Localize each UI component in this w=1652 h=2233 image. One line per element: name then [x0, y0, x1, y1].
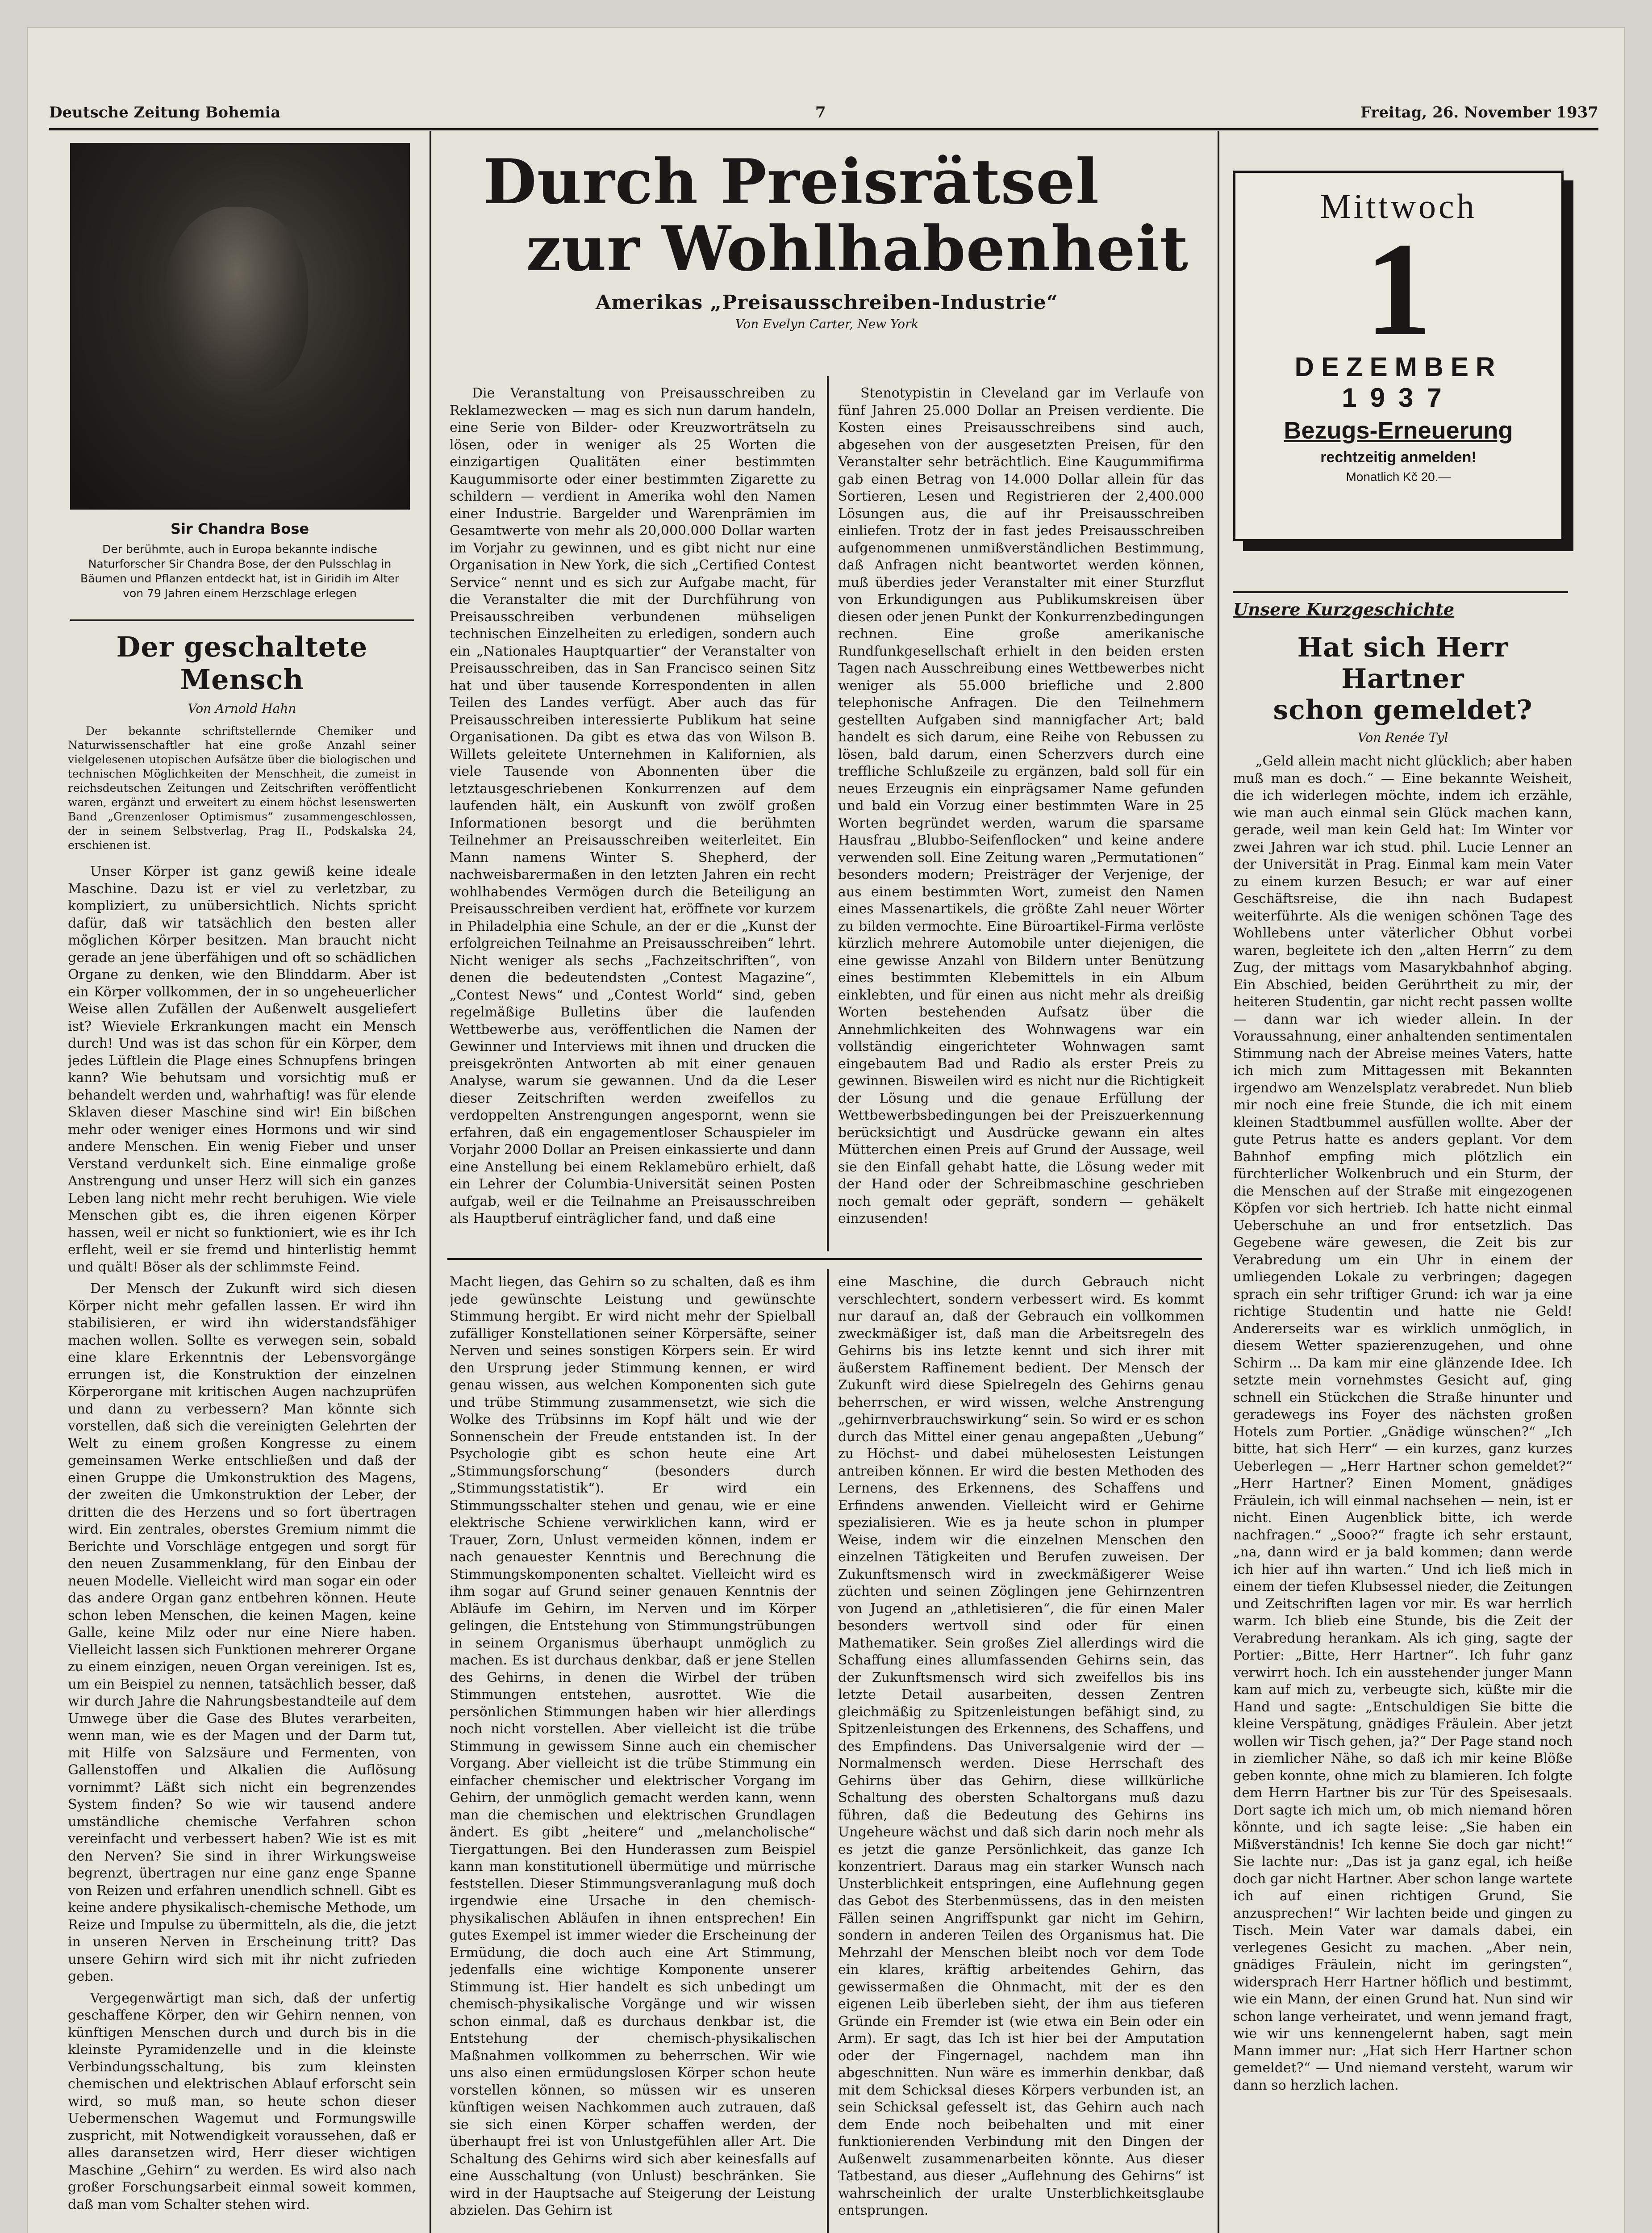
article-mensch-intro: Der bekannte schriftstellernde Chemiker und Naturwissenschaftler hat eine große Anzahl seiner vielgelesenen utopischen Aufsätze über die biologischen und technischen Möglichkeiten der Menschheit, die zumeist in reichsdeutschen Zeitungen und Zeitschriften veröffentlicht waren, ergänzt und erweitert zu einem höchst lesenswerten Band „Grenzenloser Optimismus“ zusammengeschlossen, der in seinem Selbstverlag, Prag II., Podskalska 24, erschienen ist. [68, 724, 416, 852]
article-mensch-column [68, 631, 416, 2233]
subscription-notice-box [1233, 171, 1564, 541]
masthead-date: Freitag, 26. November 1937 [1360, 104, 1598, 121]
short-story-column [1233, 599, 1573, 2233]
article-separator [447, 1258, 1202, 1260]
article-paragraph: Vergegenwärtigt man sich, daß der unfertig geschaffene Körper, den wir Gehirn nennen, von künftigen Menschen durch und durch bis in die kleinste Pyramidenzelle und in die kleinste Verbindungsschaltung, bis zum kleinsten chemischen und elektrischen Ablauf erforscht sein wird, so muß man, so heute schon dieser Uebermenschen Wagemut und Formungswille zuspricht, mit Notwendigkeit voraussehen, daß er alles daransetzen wird, Herr dieser wichtigen Maschine „Gehirn“ zu werden. Es wird also nach großer Forschungsarbeit einmal soweit kommen, daß man vom Schalter stehen wird. [68, 1990, 416, 2212]
short-story-label: Unsere Kurzgeschichte [1233, 599, 1455, 619]
notice-month: DEZEMBER [1294, 352, 1502, 382]
portrait-photo [70, 143, 410, 510]
article-separator [1233, 591, 1568, 593]
article-paragraph: Stenotypistin in Cleveland gar im Verlaufe von fünf Jahren 25.000 Dollar an Preisen verdiente. Die Kosten eines Preisausschreibens sind auch, abgesehen von der ausgesetzten Preisen, für den Veranstalter sehr beträchtlich. Eine Kaugummifirma gab einen Betrag von 14.000 Dollar allein für das Sortieren, Lesen und Registrieren der 2,400.000 Lösungen aus, die auf ihr Preisausschreiben einliefen. Trotz der in fast jedes Preisausschreiben aufgenommenen unmißverständlichen Bestimmung, daß Anfragen nicht beantwortet werden können, muß überdies jeder Veranstalter mit einer Sturzflut von Erkundigungen aus Publikumskreisen über diesen oder jenen Punkt der Konkurrenzbedingungen rechnen. Eine große amerikanische Rundfunkgesellschaft erhielt in den beiden ersten Tagen nach Ausschreibung eines Wettbewerbes nicht weniger als 55.000 briefliche und 2.800 telephonische Anfragen. Die den Teilnehmern gestellten Aufgaben sind mannigfacher Art; bald handelt es sich darum, eine Reihe von Rebussen zu lösen, bald darum, einen Scherzvers durch eine treffliche Schlußzeile zu ergänzen, bald soll für ein neues Erzeugnis ein einprägsamer Name gefunden und bald ein Vorzug einer bestimmten Ware in 25 Worten begründet werden, warum die sparsame Hausfrau „Blubbo-Seifenflocken“ und keine andere verwenden soll. Eine Zeitung waren „Permutationen“ besonders modern; Preisträger der Verjenige, der aus einem bestimmten Wort, zumeist den Namen eines Massenartikels, die größte Zahl neuer Wörter zu bilden vermochte. Eine Büroartikel-Firma verlöste kürzlich mehrere Automobile unter diejenigen, die eine gewisse Anzahl von Bildern unter Benützung eines bestimmten Klebemittels in ein Album einklebten, und für einen aus nicht mehr als dreißig Worten bestehenden Aufsatz über die Annehmlichkeiten des Wohnwagens war ein vollständig eingerichteter Wohnwagen samt eingebautem Bad und Radio als erster Preis zu gewinnen. Bisweilen wird es nicht nur die Richtigkeit der Lösung und die genaue Erfüllung der Wettbewerbsbedingungen bei der Preiszuerkennung berücksichtigt und Ausdrücke gewann ein altes Mütterchen einen Preis auf Grund der Aussage, weil sie den Einfall gehabt hatte, die Lösung weder mit der Hand oder der Schreibmaschine geschrieben noch gemalt oder gepräft, sondern — gehäkelt einzusenden! [838, 385, 1204, 1226]
column-rule [827, 376, 829, 1251]
newspaper-page [27, 27, 1625, 2233]
article-separator [70, 619, 414, 621]
article-paragraph: Die Veranstaltung von Preisausschreiben zu Reklamezwecken — mag es sich nun darum handeln, eine Serie von Bilder- oder Kreuzworträtseln zu lösen, oder in weniger als 25 Worten die einzigartigen Qualitäten einer bestimmten Kaugummisorte oder einer bestimmten Zigarette zu schildern — verdient in Amerika wohl den Namen einer Industrie. Bargelder und Warenprämien im Gesamtwerte von mehr als 20,000.000 Dollar warten im Vorjahr zu gewinnen, und es gibt nicht nur eine Organisation in New York, die sich „Certified Contest Service“ nennt und es sich zur Aufgabe macht, für die Veranstalter die mit der Durchführung von Preisausschreiben verbundenen mühseligen technischen Einzelheiten zu erledigen, sondern auch ein „Nationales Hauptquartier“ der Veranstalter von Preisausschreiben, das in San Francisco seinen Sitz hat und über tausende Korrespondenten in allen Teilen des Landes verfügt. Aber auch das für Preisausschreiben interessierte Publikum hat seine Organisationen. Da gibt es etwa das von Wilson B. Willets geleitete Unternehmen in Kalifornien, als viele Tausende von Abonnenten über die letztausgeschriebenen Konkurrenzen auf dem laufenden hält, ein Auskunft von zwölf großen Informationen besorgt und die berühmten Teilnehmer an Preisausschreiben weiterleitet. Ein Mann namens Winter S. Shepherd, der nachweisbarermaßen in den letzten Jahren ein recht wohlhabendes Vermögen durch die Beteiligung an Preisausschreiben verdient hat, eröffnete vor kurzem in Philadelphia eine Schule, an der er die „Kunst der erfolgreichen Teilnahme an Preisausschreiben“ lehrt. Nicht weniger als sechs „Fachzeitschriften“, von denen die bedeutendsten „Contest Magazine“, „Contest News“ und „Contest World“ sind, geben regelmäßige Bulletins über die laufenden Wettbewerbe aus, veröffentlichen die Namen der Gewinner und Interviews mit ihnen und drucken die preisgekrönten Antworten ab mit einer genauen Analyse, warum sie gewannen. Und da die Leser dieser Zeitschriften werden zweifellos zu verdoppelten Anstrengungen angespornt, wenn sie erfahren, daß ein engagementloser Schauspieler im Vorjahr 2000 Dollar an Preisen einkassierte und dann eine Anstellung bei einem Reklamebüro erhielt, daß ein Lehrer der Columbia-Universität seinen Posten aufgab, weil er die Teilnahme an Preisausschreiben als Hauptberuf einträglicher fand, und daß eine [450, 385, 816, 1226]
column-rule [1218, 131, 1219, 2233]
notice-date-number: 1 [1365, 215, 1432, 363]
article-paragraph: Der Mensch der Zukunft wird sich diesen Körper nicht mehr gefallen lassen. Er wird ihn stabilisieren, er wird ihn widerstandsfähiger machen wollen. Sollte es verwegen sein, sobald eine klare Erkenntnis der Lebensvorgänge errungen ist, die Konstruktion der einzelnen Körperorgane mit kritischen Augen nachzuprüfen und dann zu verbessern? Man könnte sich vorstellen, daß sich die vereinigten Gelehrten der Welt zu einem großen Kongresse zu einem gemeinsamen Werke entschließen und daß der einen Gruppe die Umkonstruktion des Magens, der zweiten die Umkonstruktion der Leber, der dritten die des Herzens und so fort übertragen wird. Ein zentrales, oberstes Gremium nimmt die Berichte und Vorschläge entgegen und sorgt für den neuen Zusammenklang, für den Einbau der neuen Modelle. Vielleicht wird man sogar ein oder das andere Organ ganz entbehren können. Heute schon leben Menschen, die keinen Magen, keine Galle, keine Milz oder nur eine Niere haben. Vielleicht lassen sich Funktionen mehrerer Organe zu einem einzigen, neuen Organ vereinigen. Ist es, um ein Beispiel zu nennen, tatsächlich besser, daß wir durch Jahre die Nahrungsbestandteile auf dem Umwege über die Gase des Blutes verarbeiten, wenn man, wie es der Magen und der Darm tut, mit Hilfe von Salzsäure und Fermenten, von Gallenstoffen und Alkalien die Auflösung vornimmt? Läßt sich nicht ein begrenzendes System finden? So wie wir tausend andere umständliche chemische Verfahren schon vereinfacht und verbessert haben? Wie ist es mit den Nerven? Sie sind in ihrer Wirkungsweise begrenzt, übertragen nur eine ganz enge Spanne von Reizen und erfahren unendlich schnell. Gibt es keine andere physikalisch-chemische Methode, um Reize und Impulse zu übermitteln, als die, die jetzt in unseren Nerven in Erscheinung tritt? Das unsere Gehirn wird sich mit ihr nicht zufrieden geben. [68, 1281, 416, 1984]
article-preis-col2 [838, 385, 1204, 1251]
photo-caption [70, 512, 409, 619]
article-paragraph: Unser Körper ist ganz gewiß keine ideale Maschine. Dazu ist er viel zu verletzbar, zu kompliziert, zu unübersichtlich. Nichts spricht dafür, daß wir tatsächlich den besten aller möglichen Körper besitzen. Man braucht nicht gerade an jene überfähigen und oft so schädlichen Organe zu denken, wie den Blinddarm. Aber ist ein Körper vollkommen, der in so ungeheuerlicher Weise allen Zufällen der Außenwelt ausgeliefert ist? Wieviele Erkrankungen macht ein Mensch durch! Und was ist das schon für ein Körper, dem jedes Lüftlein die Plage eines Schnupfens bringen kann? Wie behutsam und vorsichtig muß er behandelt werden und, wahrhaftig! was für elende Sklaven dieser Maschine sind wir! Ein bißchen mehr oder weniger eines Hormons und wir sind andere Menschen. Ein wenig Fieber und unser Verstand verdunkelt sich. Eine einmalige große Anstrengung und unser Herz will sich ein ganzes Leben lang nicht mehr recht beruhigen. Wie viele Menschen gibt es, die ihren eigenen Körper hassen, weil er nicht so funktioniert, wie es ihr Ich erfleht, weil er sie fremd und hinterlistig hemmt und quält! Böser als der schlimmste Feind. [68, 864, 416, 1275]
article-continued-col1 [450, 1274, 816, 2233]
caption-text: Der berühmte, auch in Europa bekannte indische Naturforscher Sir Chandra Bose, der den Pulsschlag in Bäumen und Pflanzen entdeckt hat, ist in Giridih im Alter von 79 Jahren einem Herzschlage erlegen [80, 543, 400, 600]
article-preis-header [447, 148, 1206, 381]
notice-renewal: Bezugs-Erneuerung [1284, 417, 1513, 444]
article-mensch-title: Der geschaltete Mensch [116, 631, 368, 696]
column-rule [827, 1269, 829, 2233]
masthead [49, 97, 1598, 130]
masthead-page-number: 7 [815, 104, 826, 121]
notice-price: Monatlich Kč 20.— [1346, 470, 1451, 484]
article-paragraph: Macht liegen, das Gehirn so zu schalten, daß es ihm jede gewünschte Leistung und gewünschte Stimmung hergibt. Er wird nicht mehr der Spielball zufälliger Konstellationen seiner Körpersäfte, seiner Nerven und seines sonstigen Körpers sein. Er wird den Ursprung jeder Stimmung kennen, er wird genau wissen, aus welchen Komponenten sich gute und trübe Stimmung zusammensetzt, wie sich die Wolke des Trübsinns im Kopf hält und wie der Sonnenschein der Freude entstanden ist. In der Psychologie gibt es schon heute eine Art „Stimmungsforschung“ (besonders durch „Stimmungsstatistik“). Er wird ein Stimmungsschalter stehen und genau, wie er eine elektrische Schiene verwirklichen kann, wird er Trauer, Zorn, Unlust vermeiden können, indem er nach genauester Kenntnis und Berechnung die Stimmungskomponenten schaltet. Vielleicht wird es ihm sogar auf Grund seiner genauen Kenntnis der Abläufe im Gehirn, im Nerven und im Körper gelingen, die Entstehung von Stimmungstrübungen in seinem Organismus überhaupt unmöglich zu machen. Es ist durchaus denkbar, daß er jene Stellen des Gehirns, in denen die Wirbel der trüben Stimmungen entstehen, ausrottet. Wie die persönlichen Stimmungen haben wir hier allerdings noch nicht vorstellen. Aber vielleicht ist die trübe Stimmung in gewissem Sinne auch ein chemischer Vorgang. Aber vielleicht ist die trübe Stimmung ein einfacher chemischer und elektrischer Vorgang im Gehirn, der unmöglich gemacht werden kann, wenn man die chemischen und elektrischen Grundlagen ändert. Es gibt „heitere“ und „melancholische“ Tiergattungen. Bei den Hunderassen zum Beispiel kann man konstitutionell übermütige und mürrische feststellen. Dieser Stimmungsveranlagung muß doch irgendwie eine Ursache in den chemisch-physikalischen Abläufen in ihnen entsprechen! Ein gutes Exempel ist immer wieder die Erscheinung der Ermüdung, die doch auch eine Art Stimmung, jedenfalls eine wichtige Komponente unserer Stimmung ist. Hier handelt es sich unbedingt um chemisch-physikalische Vorgänge und wir wissen schon einmal, daß es durchaus denkbar ist, die Entstehung der chemisch-physikalischen Maßnahmen vollkommen zu beherrschen. Wir wie uns also einen ermüdungslosen Körper schon heute vorstellen können, so müssen wir es unseren künftigen weisen Nachkommen auch zutrauen, daß sie sich einen Körper schaffen werden, der überhaupt frei ist von Unlustgefühlen aller Art. Die Schaltung des Gehirns wird sich aber keinesfalls auf eine Ausschaltung (von Unlust) beschränken. Sie wird in der Hauptsache auf Steigerung der Leistung abzielen. Das Gehirn ist [450, 1274, 816, 2218]
article-continued-col2 [838, 1274, 1204, 2233]
short-story-title-line2: schon gemeldet? [1273, 694, 1533, 726]
masthead-paper-name: Deutsche Zeitung Bohemia [49, 104, 281, 121]
article-paragraph: „Geld allein macht nicht glücklich; aber haben muß man es doch.“ — Eine bekannte Weisheit, die ich widerlegen möchte, indem ich erzähle, wie man auch einmal sein Glück machen kann, gerade, weil man kein Geld hat: Im Winter vor zwei Jahren war ich stud. phil. Lucie Lenner an der Universität in Prag. Einmal kam mein Vater zu einem kurzen Besuch; er war auf einer Geschäftsreise, die ihn nach Budapest weiterführte. Als die wenigen schönen Tage des Wohllebens unter väterlicher Obhut vorbei waren, begleitete ich den „alten Herrn“ zu dem Zug, der mittags vom Masarykbahnhof abging. Ein Abschied, beiden Gerührtheit zu mir, der heiteren Studentin, gar nicht recht passen wollte — dann war ich wieder allein. In der Voraussahnung, einer anhaltenden sentimentalen Stimmung nach der Abreise meines Vaters, hatte ich mich zum Mittagessen mit Bekannten irgendwo am Wenzelsplatz verabredet. Nun blieb mir noch eine freie Stunde, die ich mit einem kleinen Stadtbummel ausfüllen wollte. Aber der gute Petrus hatte es anders geplant. Vor dem Bahnhof empfing mich plötzlich ein fürchterlicher Wolkenbruch und ein Sturm, der die Menschen auf der Straße mit eingezogenen Köpfen vor sich hertrieb. Ich hatte nicht einmal Ueberschuhe an und fror entsetzlich. Das Gegebene wäre gewesen, die Zeit bis zur Verabredung um ein Uhr in einem der umliegenden Lokale zu verbringen; dagegen sprach ein sehr triftiger Grund: ich war ja eine richtige Studentin und hatte nie Geld! Andererseits war es wirklich unmöglich, in diesem Wetter spazierenzugehen, und ohne Schirm ... Da kam mir eine glänzende Idee. Ich setzte mein vornehmstes Gesicht auf, ging schnell ein Stückchen die Straße hinunter und geradewegs ins Foyer des nächsten großen Hotels zum Portier. „Gnädige wünschen?“ „Ich bitte, hat sich Herr“ — ein kurzes, ganz kurzes Ueberlegen — „Herr Hartner schon gemeldet?“ „Herr Hartner? Einen Moment, gnädiges Fräulein, ich will einmal nachsehen — nein, ist er nicht. Einen Augenblick bitte, ich werde nachfragen.“ „Sooo?“ fragte ich sehr erstaunt, „na, dann wird er ja bald kommen; dann werde ich hier auf ihn warten.“ Und ich ließ mich in einem der tiefen Klubsessel nieder, die Zeitungen und Zeitschriften lagen vor mir. Es war herrlich warm. Ich blieb eine Stunde, bis die Zeit der Verabredung herankam. Als ich ging, sagte der Portier: „Bitte, Herr Hartner“. Ich fuhr ganz verwirrt hoch. Ich ein ausstehender junger Mann kam auf mich zu, verbeugte sich, küßte mir die Hand und sagte: „Entschuldigen Sie bitte die kleine Verspätung, gnädiges Fräulein. Aber jetzt wollen wir Tisch gehen, ja?“ Der Page stand noch in ziemlicher Nähe, so daß ich mir keine Blöße geben konnte, ohne mich zu blamieren. Ich folgte dem Herrn Hartner bis zur Tür des Speisesaals. Dort sagte ich mich um, ob mich niemand hören könnte, und ich sagte leise: „Sie haben ein Mißverständnis! Ich kenne Sie doch gar nicht!“ Sie lachte nur: „Das ist ja ganz egal, ich heiße doch gar nicht Hartner. Aber schon lange wartete ich auf einen richtigen Grund, Sie anzusprechen!“ Wir lachten beide und gingen zu Tisch. Mein Vater war damals dabei, ein verlegenes Gesicht zu machen. „Aber nein, gnädiges Fräulein, nicht im geringsten“, widersprach Herr Hartner höflich und bestimmt, wie ein Mann, der einen Grund hat. Nun sind wir schon lange verheiratet, und wenn jemand fragt, wie wir uns kennengelernt haben, sagt mein Mann immer nur: „Hat sich Herr Hartner schon gemeldet?“ — Und niemand versteht, warum wir dann so herzlich lachen. [1233, 753, 1573, 2093]
notice-subline: rechtzeitig anmelden! [1320, 449, 1477, 466]
short-story-title-line1: Hat sich Herr Hartner [1297, 632, 1509, 694]
column-rule [430, 131, 431, 2233]
short-story-body [1233, 753, 1573, 2094]
article-mensch-body [68, 863, 416, 2213]
short-story-byline: Von Renée Tyl [1357, 730, 1448, 745]
caption-name: Sir Chandra Bose [170, 520, 309, 537]
article-preis-title-line1: Durch Preisrätsel [483, 148, 1100, 218]
article-preis-subtitle: Amerikas „Preisausschreiben-Industrie“ [595, 291, 1059, 314]
article-preis-byline: Von Evelyn Carter, New York [735, 317, 919, 331]
article-mensch-byline: Von Arnold Hahn [188, 701, 296, 716]
article-paragraph: eine Maschine, die durch Gebrauch nicht verschlechtert, sondern verbessert wird. Es kommt nur darauf an, daß der Gebrauch ein vollkommen zweckmäßiger ist, daß man die Arbeitsregeln des Gehirns bis ins letzte kennt und sich ihrer mit äußerstem Raffinement bedient. Der Mensch der Zukunft wird diese Spielregeln des Gehirns genau beherrschen, er wird wissen, welche Anstrengung „gehirnverbrauchswirkung“ sein. So wird er es schon durch das Mittel einer genau angepaßten „Uebung“ zu Höchst- und dabei mühelosesten Leistungen antreiben können. Er wird die besten Methoden des Lernens, des Erkennens, des Schaffens und Erfindens anwenden. Vielleicht wird er Gehirne spezialisieren. Wie es ja heute schon in plumper Weise, indem wir die einzelnen Menschen den einzelnen Tätigkeiten und Berufen zuweisen. Der Zukunftsmensch wird in zweckmäßigerer Weise züchten und seinen Zöglingen jene Gehirnzentren von Jugend an „athletisieren“, die für einen Maler besonders wertvoll sind oder für einen Mathematiker. Sein großes Ziel allerdings wird die Schaffung eines allumfassenden Gehirns sein, das der Zukunftsmensch wird sich zweifellos bis ins letzte Detail ausarbeiten, dessen Zentren gleichmäßig zu Spitzenleistungen befähigt sind, zu Spitzenleistungen des Erkennens, des Schaffens, und des Empfindens. Das Universalgenie wird der — Normalmensch werden. Diese Herrschaft des Gehirns über das Gehirn, diese willkürliche Schaltung des obersten Schaltorgans muß dazu führen, daß die Bedeutung des Gehirns ins Ungeheure wächst und daß sich darin noch mehr als es jetzt die ganze Persönlichkeit, das ganze Ich konzentriert. Daraus mag ein starker Wunsch nach Unsterblichkeit entspringen, eine Auflehnung gegen das Gebot des Sterbenmüssens, das in den meisten Fällen seinen Angriffspunkt gar nicht im Gehirn, sondern in anderen Teilen des Organismus hat. Die Mehrzahl der Menschen bleibt noch vor dem Tode ein klares, kräftig arbeitendes Gehirn, das gewissermaßen die Ohnmacht, mit der es den eigenen Leib überleben sieht, der ihm aus tieferen Gründe ein Fremder ist (wie etwa ein Bein oder ein Arm). Er sagt, das Ich ist hier bei der Amputation oder der Fingernagel, nachdem man ihn abgeschnitten. Nun wäre es immerhin denkbar, daß mit dem Schicksal dieses Körpers verbunden ist, an sein Schicksal gefesselt ist, das Gehirn auch nach dem Ende noch beibehalten und mit einer funktionierenden Verbindung mit den Dingen der Außenwelt zusammenarbeiten könnte. Aus dieser Tatbestand, aus dieser „Auflehnung des Gehirns“ ist wahrscheinlich der uralte Unsterblichkeitsglaube entsprungen. [838, 1274, 1204, 2218]
notice-day: Mittwoch [1320, 187, 1477, 226]
notice-year: 1937 [1342, 383, 1455, 413]
portrait-face [165, 207, 308, 394]
article-preis-col1 [450, 385, 816, 1251]
article-preis-title-line2: zur Wohlhabenheit [526, 212, 1189, 285]
